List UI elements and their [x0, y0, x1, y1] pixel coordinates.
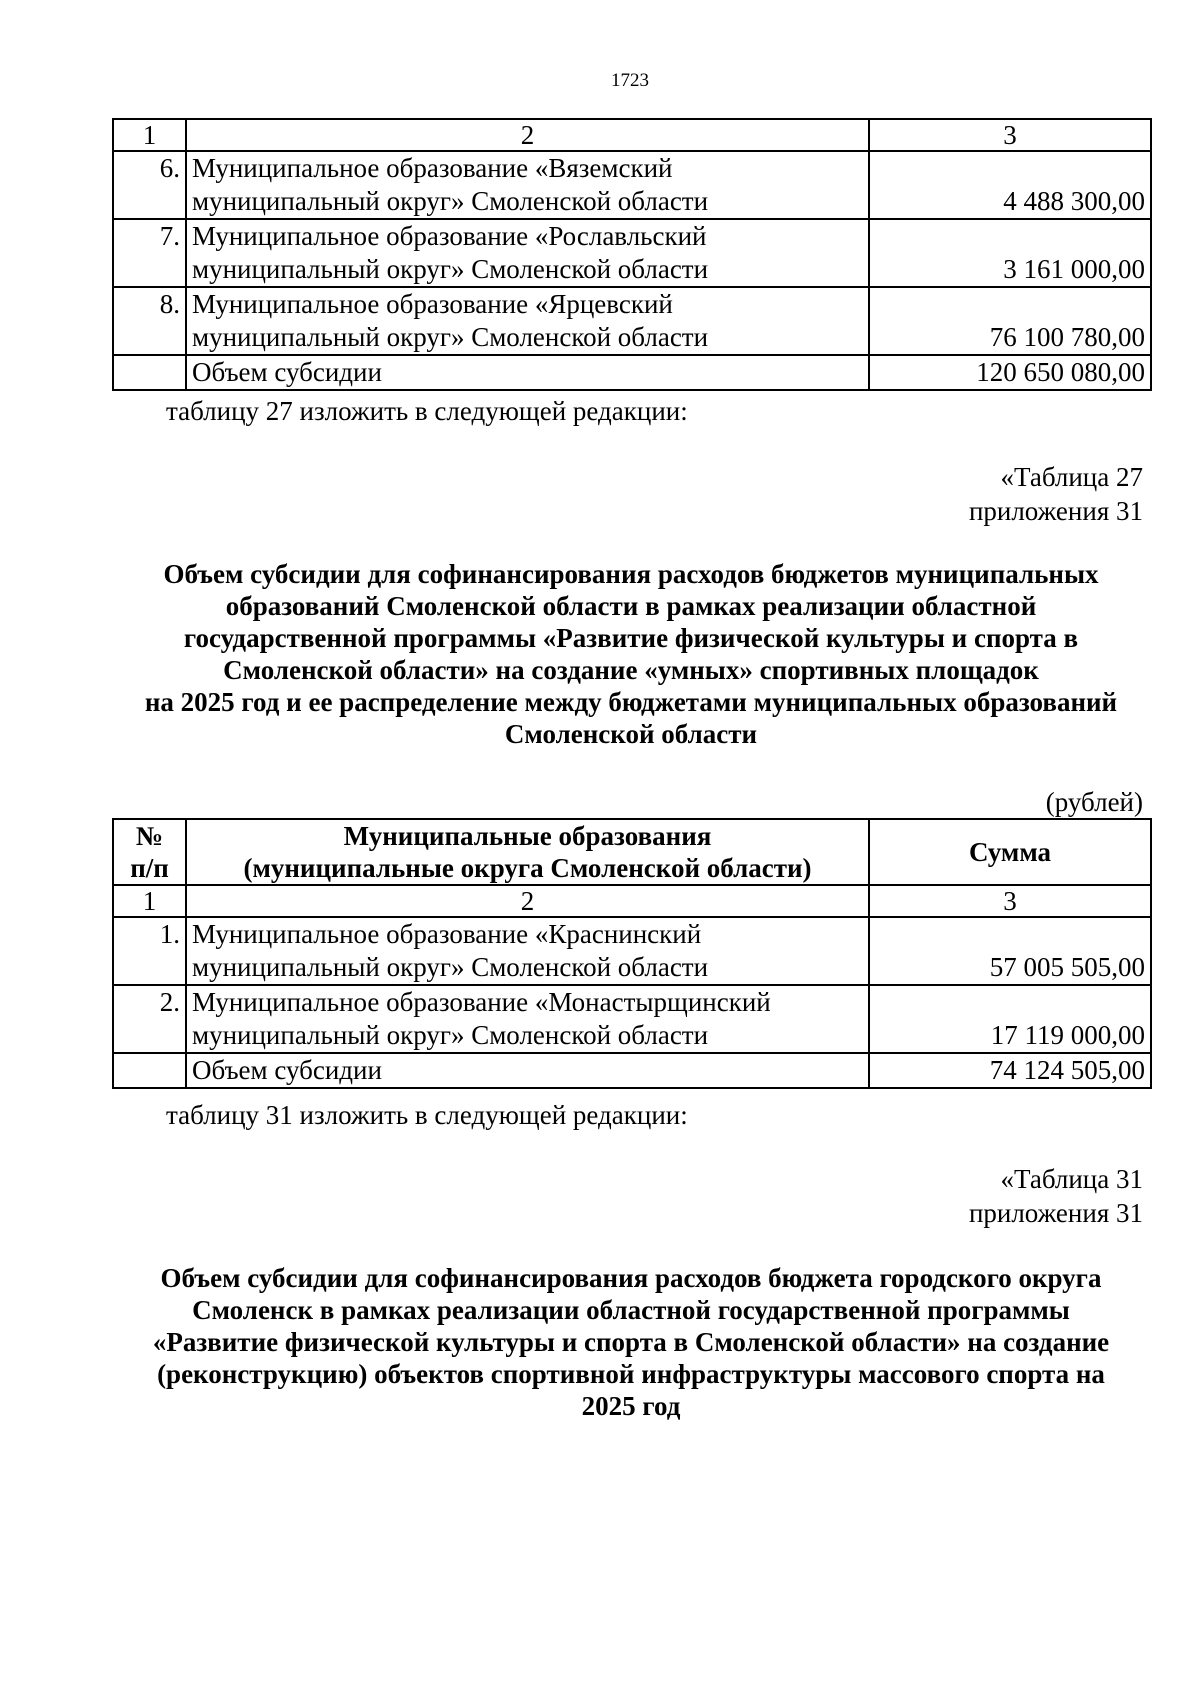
- table-index-row: [113, 885, 1151, 917]
- row-value: 17 119 000,00: [869, 985, 1151, 1053]
- row-name-line: Муниципальное образование «Краснинский: [192, 919, 702, 949]
- table-row: [113, 151, 1151, 219]
- header-line: п/п: [130, 853, 169, 883]
- row-name: [186, 985, 869, 1053]
- total-value: 74 124 505,00: [869, 1053, 1151, 1088]
- title-line: на 2025 год и ее распределение между бюджетами муниципальных образований: [144, 687, 1118, 717]
- row-name-line: муниципальный округ» Смоленской области: [192, 952, 709, 982]
- row-number: 1.: [113, 917, 186, 985]
- table-title: [112, 1262, 1150, 1422]
- row-name-line: муниципальный округ» Смоленской области: [192, 1020, 709, 1050]
- row-name-line: муниципальный округ» Смоленской области: [192, 322, 709, 352]
- table-reference: [969, 460, 1143, 528]
- instruction-paragraph: таблицу 31 изложить в следующей редакции:: [166, 1100, 688, 1130]
- header-name: [186, 819, 869, 885]
- title-line: (реконструкцию) объектов спортивной инфраструктуры массового спорта на: [157, 1359, 1105, 1389]
- title-line: 2025 год: [581, 1391, 681, 1421]
- table-row: [113, 219, 1151, 287]
- title-line: Объем субсидии для софинансирования расходов бюджетов муниципальных: [163, 559, 1099, 589]
- table-row: [113, 917, 1151, 985]
- header-sum: Сумма: [869, 819, 1151, 885]
- total-row: [113, 355, 1151, 390]
- row-number: 6.: [113, 151, 186, 219]
- table-reference-line: приложения 31: [968, 496, 1143, 526]
- index-cell: 2: [186, 119, 869, 151]
- title-line: Объем субсидии для софинансирования расходов бюджета городского округа: [160, 1263, 1102, 1293]
- table-title: [112, 558, 1150, 750]
- index-cell: 3: [869, 119, 1151, 151]
- title-line: образований Смоленской области в рамках реализации областной: [225, 591, 1037, 621]
- table-reference-line: приложения 31: [968, 1198, 1143, 1228]
- title-line: «Развитие физической культуры и спорта в Смоленской области» на создание: [152, 1327, 1110, 1357]
- title-line: Смоленской области» на создание «умных» спортивных площадок: [223, 655, 1039, 685]
- row-name: [186, 287, 869, 355]
- row-number: 7.: [113, 219, 186, 287]
- instruction-paragraph: таблицу 27 изложить в следующей редакции:: [166, 396, 688, 426]
- row-name-line: Муниципальное образование «Ярцевский: [192, 289, 673, 319]
- table-row: [113, 985, 1151, 1053]
- row-name-line: Муниципальное образование «Монастырщинский: [192, 987, 771, 1017]
- total-label: Объем субсидии: [186, 1053, 869, 1088]
- row-number: 2.: [113, 985, 186, 1053]
- header-line: №: [135, 821, 164, 851]
- total-value: 120 650 080,00: [869, 355, 1151, 390]
- row-value: 4 488 300,00: [869, 151, 1151, 219]
- total-row: [113, 1053, 1151, 1088]
- subsidy-table-27: [112, 818, 1152, 1089]
- table-reference: [969, 1162, 1143, 1230]
- total-number: [113, 355, 186, 390]
- table-reference-line: «Таблица 27: [1000, 462, 1143, 492]
- index-cell: 1: [113, 119, 186, 151]
- title-line: Смоленской области: [504, 719, 758, 749]
- table-index-row: [113, 119, 1151, 151]
- row-name-line: Муниципальное образование «Вяземский: [192, 153, 673, 183]
- table-reference-line: «Таблица 31: [1000, 1164, 1143, 1194]
- title-line: Смоленск в рамках реализации областной государственной программы: [192, 1295, 1070, 1325]
- total-number: [113, 1053, 186, 1088]
- row-name-line: муниципальный округ» Смоленской области: [192, 186, 709, 216]
- page-number: 1723: [611, 70, 649, 91]
- header-line: (муниципальные округа Смоленской области): [243, 853, 812, 883]
- index-cell: 3: [869, 885, 1151, 917]
- row-name: [186, 151, 869, 219]
- header-number: [113, 819, 186, 885]
- row-value: 76 100 780,00: [869, 287, 1151, 355]
- row-name: [186, 219, 869, 287]
- index-cell: 2: [186, 885, 869, 917]
- row-value: 57 005 505,00: [869, 917, 1151, 985]
- row-value: 3 161 000,00: [869, 219, 1151, 287]
- unit-label: (рублей): [1045, 787, 1143, 817]
- subsidy-table-continuation: [112, 118, 1152, 391]
- title-line: государственной программы «Развитие физической культуры и спорта в: [183, 623, 1079, 653]
- index-cell: 1: [113, 885, 186, 917]
- row-name: [186, 917, 869, 985]
- header-line: Муниципальные образования: [343, 821, 712, 851]
- table-header-row: [113, 819, 1151, 885]
- row-name-line: муниципальный округ» Смоленской области: [192, 254, 709, 284]
- row-name-line: Муниципальное образование «Рославльский: [192, 221, 707, 251]
- total-label: Объем субсидии: [186, 355, 869, 390]
- table-row: [113, 287, 1151, 355]
- row-number: 8.: [113, 287, 186, 355]
